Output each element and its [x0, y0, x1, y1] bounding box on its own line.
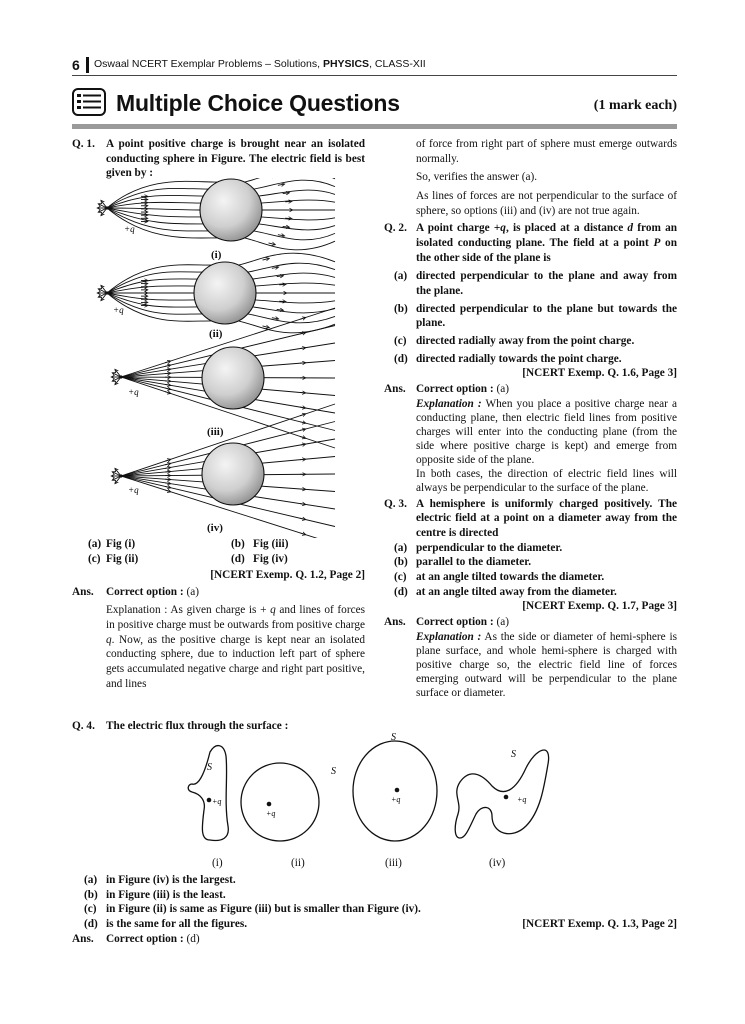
q4-fig-label-iii: (iii): [385, 857, 402, 869]
q4-opt-d-key: (d): [84, 918, 98, 931]
q4-opt-a-text: in Figure (iv) is the largest.: [106, 874, 236, 886]
q4-surface-iv: [455, 750, 548, 838]
q1-fig-label-iv: (iv): [207, 522, 223, 534]
q4-opt-c-key: (c): [84, 903, 97, 916]
q3-opt-a-text: perpendicular to the diameter.: [416, 541, 563, 554]
field-arrow: [165, 361, 170, 363]
book-title: Oswaal NCERT Exemplar Problems – Solutions,: [94, 58, 321, 70]
field-arrow: [300, 533, 305, 535]
q4-fig-label-ii: (ii): [291, 857, 305, 869]
q2-option-c: [384, 334, 677, 349]
q1-exp-var-q2: q: [106, 633, 112, 646]
page-header: [72, 56, 677, 76]
q2-option-b: [384, 302, 677, 331]
conducting-sphere: [194, 262, 256, 324]
q1-opt-d-key: (d): [231, 553, 245, 565]
marks-label: (1 mark each): [593, 98, 677, 113]
figure-iv: [112, 404, 335, 538]
field-line-right: [245, 238, 335, 250]
q3-option-c: [384, 570, 677, 585]
q1-charge-label-ii: +q: [113, 305, 124, 315]
q2-opt-c-text: directed radially away from the point charge.: [416, 335, 635, 348]
q2-question: [384, 221, 677, 265]
conducting-sphere: [200, 179, 262, 241]
field-arrow-right: [269, 243, 275, 245]
field-arrow: [300, 348, 305, 349]
q4-text: The electric flux through the surface :: [106, 720, 289, 732]
field-line-right: [254, 180, 335, 189]
q4-charge-dot-iii: [395, 788, 400, 793]
q4-label: Q. 4.: [72, 720, 95, 732]
field-arrow: [300, 422, 305, 423]
q4-fig-label-i: (i): [212, 857, 223, 869]
q2-label: Q. 2.: [384, 222, 407, 235]
q4-charge-label-iii: +q: [391, 795, 401, 804]
q1-exp-part-2: and lines of forces in positive charge must be outwards from positive charge: [106, 604, 366, 632]
q3-opt-c-text: at an angle tilted towards the diameter.: [416, 571, 605, 584]
q2-opt-c-key: (c): [394, 335, 407, 348]
q4-charge-dot-iv: [504, 795, 509, 800]
field-line-right: [259, 190, 335, 196]
q2-exp-text: When you place a positive charge near a conducting plane, then electric field lines from positive charges will enter into the conducting plane (from the side where positive charge is kept) and emerge from opposite side of the plane.: [416, 397, 677, 466]
q1-figures: [95, 178, 340, 538]
figure-i: [98, 178, 335, 250]
subject-name: PHYSICS: [322, 58, 370, 70]
field-arrow-right: [283, 226, 289, 227]
q4-reference: [NCERT Exemp. Q. 1.3, Page 2]: [522, 918, 677, 931]
q4-options: [72, 873, 677, 946]
q2-correct-prefix: Correct option :: [416, 383, 494, 396]
q3-opt-b-text: parallel to the diameter.: [416, 556, 532, 569]
q3-option-a: [384, 541, 677, 556]
q1-answer-block: [72, 537, 365, 691]
q4-opt-c-text: in Figure (ii) is same as Figure (iii) but is smaller than Figure (iv).: [106, 903, 421, 916]
q3-opt-b-key: (b): [394, 556, 408, 569]
header-divider: [86, 57, 89, 73]
q4-correct-prefix: Correct option :: [106, 932, 184, 945]
list-icon: [72, 88, 106, 116]
q3-exp-label: Explanation :: [416, 630, 482, 643]
q4-option-c: [72, 902, 677, 917]
field-arrow: [300, 429, 305, 430]
field-line-right: [253, 273, 335, 279]
q4-fig-label-iv: (iv): [489, 857, 506, 869]
page-number: 6: [72, 57, 80, 73]
q4-opt-b-key: (b): [84, 888, 98, 901]
q4-surface-label-iv: S: [511, 749, 516, 760]
field-line-right: [255, 300, 335, 303]
q1-correct-value: (a): [186, 585, 199, 598]
q1-opt-a-text: Fig (i): [106, 538, 136, 550]
q3-question: [384, 497, 677, 541]
q3-opt-d-text: at an angle tilted away from the diameter.: [416, 585, 617, 598]
field-line-right: [259, 224, 335, 230]
q1-explanation-cont: of force from right part of sphere must emerge outwards normally.: [416, 138, 677, 165]
q1-fig-label-iii: (iii): [207, 426, 224, 438]
field-arrow: [165, 365, 170, 366]
q3-correct-value: (a): [496, 616, 509, 629]
field-arrow-right: [272, 267, 278, 268]
field-arrow: [300, 518, 305, 519]
q2-opt-d-text: directed radially towards the point charge.: [416, 352, 622, 365]
field-arrow: [165, 392, 170, 394]
q4-surface-i: [188, 746, 228, 841]
field-line-left: [107, 293, 195, 300]
q4-charge-dot-ii: [267, 802, 272, 807]
q4-charge-label-ii: +q: [266, 809, 276, 818]
q4-answer: [72, 932, 677, 947]
q1-correct-prefix: Correct option :: [106, 585, 184, 598]
q4-option-d: [72, 917, 677, 932]
q4-opt-a-key: (a): [84, 874, 98, 886]
q1-answer: [72, 585, 365, 600]
running-title: [94, 58, 426, 72]
section-rule: [72, 124, 677, 129]
q1-options-row-2: [72, 552, 365, 567]
q3-correct-prefix: Correct option :: [416, 616, 494, 629]
q4-surface-ii: [241, 763, 319, 841]
conducting-sphere: [202, 443, 264, 505]
field-arrow-right: [263, 326, 269, 328]
field-line-right: [248, 263, 335, 272]
q2-var-d: d: [627, 222, 634, 235]
q1-exp-var-q: q: [270, 604, 276, 617]
q1-label: Q. 1.: [72, 138, 95, 150]
section-heading: [72, 88, 677, 126]
q3-label: Q. 3.: [384, 497, 407, 510]
q2-var-q: q: [500, 222, 506, 235]
q3-opt-d-key: (d): [394, 585, 408, 598]
field-arrow: [165, 369, 170, 370]
field-arrow-right: [277, 309, 283, 310]
q2-var-p: P: [653, 237, 661, 250]
field-arrow: [165, 384, 170, 385]
q3-explanation: [384, 630, 677, 700]
q3-exp-text: As the side or diameter of hemi-sphere is plane surface, and whole hemi-sphere is charged with positive charge so, the electric field line of forces emerging outward will be perpendicular to the plane surface or diameter.: [416, 630, 677, 699]
field-arrow: [165, 464, 170, 465]
field-line-right: [254, 231, 335, 240]
q2-explanation-2: In both cases, the direction of electric field lines will always be perpendicular to the surface of the plane.: [416, 467, 677, 494]
q2-opt-b-key: (b): [394, 302, 408, 315]
field-line-right: [239, 321, 335, 333]
q2-ans-label: Ans.: [384, 383, 406, 396]
field-arrow: [165, 483, 170, 484]
field-arrow-right: [277, 276, 283, 277]
q2-exp-label: Explanation :: [416, 397, 482, 410]
field-arrow: [300, 504, 305, 505]
q1-options-row-1: [72, 537, 365, 552]
right-column: [384, 137, 677, 700]
q2-text-4: on the other side of the plane is: [416, 237, 677, 264]
q3-opt-a-key: (a): [394, 541, 408, 554]
q1-charge-label-iii: +q: [128, 387, 139, 397]
q1-charge-label-iv: +q: [128, 485, 139, 495]
q2-opt-b-text: directed perpendicular to the plane but towards the plane.: [416, 302, 677, 330]
q1-opt-d-text: Fig (iv): [253, 553, 288, 565]
field-line-left: [107, 286, 195, 293]
q1-ans-label: Ans.: [72, 585, 94, 598]
q2-opt-a-text: directed perpendicular to the plane and away from the plane.: [416, 270, 677, 298]
header-rule: [72, 75, 677, 76]
field-arrow: [300, 436, 305, 438]
q1-opt-b-text: Fig (iii): [253, 538, 289, 550]
q1-exp-part-1: Explanation : As given charge is +: [106, 604, 271, 617]
q2-text-3: from an isolated conducting plane. The field at a point: [416, 222, 677, 250]
conducting-sphere: [202, 347, 264, 409]
q3-text: A hemisphere is uniformly charged positively. The electric field at a point on a diameter away from the centre is directed: [416, 497, 677, 540]
field-arrow: [300, 444, 305, 445]
figure-ii: [98, 253, 335, 333]
q1-opt-a-key: (a): [88, 538, 102, 550]
field-arrow: [165, 468, 170, 469]
field-arrow: [300, 407, 305, 408]
field-line-right: [261, 217, 335, 220]
q4-option-a: [72, 873, 677, 888]
section-title: Multiple Choice Questions: [116, 90, 400, 116]
q2-correct-value: (a): [496, 383, 509, 396]
field-arrow-right: [283, 193, 289, 194]
q4-surface-label-ii: S: [331, 766, 336, 777]
q2-reference: [NCERT Exemp. Q. 1.6, Page 3]: [522, 367, 677, 380]
q2-text-2: , is placed at a distance: [505, 222, 628, 235]
field-arrow: [165, 490, 170, 492]
q4-surface-label-iii: S: [391, 732, 396, 743]
q4-opt-d-text: is the same for all the figures.: [106, 918, 248, 931]
q1-opt-c-text: Fig (ii): [106, 553, 139, 565]
q1-note: As lines of forces are not perpendicular to the surface of sphere, so options (iii) and (iv) are not true again.: [416, 190, 677, 217]
q4-surface-label-i: S: [207, 762, 212, 773]
q2-text: [416, 221, 677, 265]
q2-opt-a-key: (a): [394, 270, 408, 283]
q4-figures: [170, 730, 570, 870]
field-arrow: [165, 460, 170, 462]
q1-verify: So, verifies the answer (a).: [416, 171, 538, 184]
field-line-right: [239, 253, 335, 265]
left-column: [72, 137, 365, 181]
field-arrow-right: [263, 259, 269, 261]
field-arrow: [165, 388, 170, 389]
q4-option-b: [72, 888, 677, 903]
field-line-left: [107, 208, 200, 210]
q1-text: A point positive charge is brought near an isolated conducting sphere in Figure. The electric field is best given by :: [106, 138, 365, 180]
q1-question: [72, 137, 365, 181]
q2-opt-d-key: (d): [394, 352, 408, 365]
point-charge: [105, 206, 108, 209]
q3-reference: [NCERT Exemp. Q. 1.7, Page 3]: [522, 600, 677, 613]
field-line-right: [261, 200, 335, 203]
q1-opt-b-key: (b): [231, 538, 245, 550]
q1-charge-label-i: +q: [124, 224, 135, 234]
q1-reference: [NCERT Exemp. Q. 1.2, Page 2]: [210, 569, 365, 581]
field-arrow: [300, 414, 305, 416]
q4-charge-dot-i: [207, 798, 212, 803]
q3-option-d: [384, 585, 677, 600]
q4-correct-value: (d): [186, 932, 200, 945]
q1-opt-c-key: (c): [88, 553, 101, 565]
q3-opt-c-key: (c): [394, 571, 407, 584]
field-arrow: [300, 318, 305, 320]
q1-fig-label-i: (i): [211, 249, 222, 261]
q1-explanation: [72, 603, 365, 691]
field-arrow-right: [278, 235, 284, 236]
q2-explanation: [384, 397, 677, 467]
q4-charge-label-i: +q: [212, 797, 222, 806]
class-label: , CLASS-XII: [369, 58, 426, 70]
point-charge: [105, 291, 108, 294]
point-charge: [119, 474, 122, 477]
q2-option-d: [384, 352, 677, 367]
q3-option-b: [384, 555, 677, 570]
point-charge: [119, 375, 122, 378]
q2-text-1: A point charge +: [416, 222, 501, 235]
q1-exp-part-3: . Now, as the positive charge is kept near an isolated conducting sphere, due to induction left part of sphere gets accumulated negative charge and right part positive, and lines: [106, 633, 365, 690]
q4-ans-label: Ans.: [72, 932, 94, 945]
q2-option-a: [384, 269, 677, 298]
q3-answer: [384, 615, 677, 630]
q4-charge-label-iv: +q: [517, 795, 527, 804]
q4-opt-b-text: in Figure (iii) is the least.: [106, 888, 226, 901]
q1-fig-label-ii: (ii): [209, 328, 223, 340]
field-arrow: [165, 486, 170, 487]
field-arrow-right: [272, 318, 278, 319]
field-line-right: [255, 283, 335, 286]
q3-ans-label: Ans.: [384, 616, 406, 629]
q2-answer: [384, 382, 677, 397]
field-arrow-right: [278, 184, 284, 185]
field-line-right: [248, 314, 335, 323]
